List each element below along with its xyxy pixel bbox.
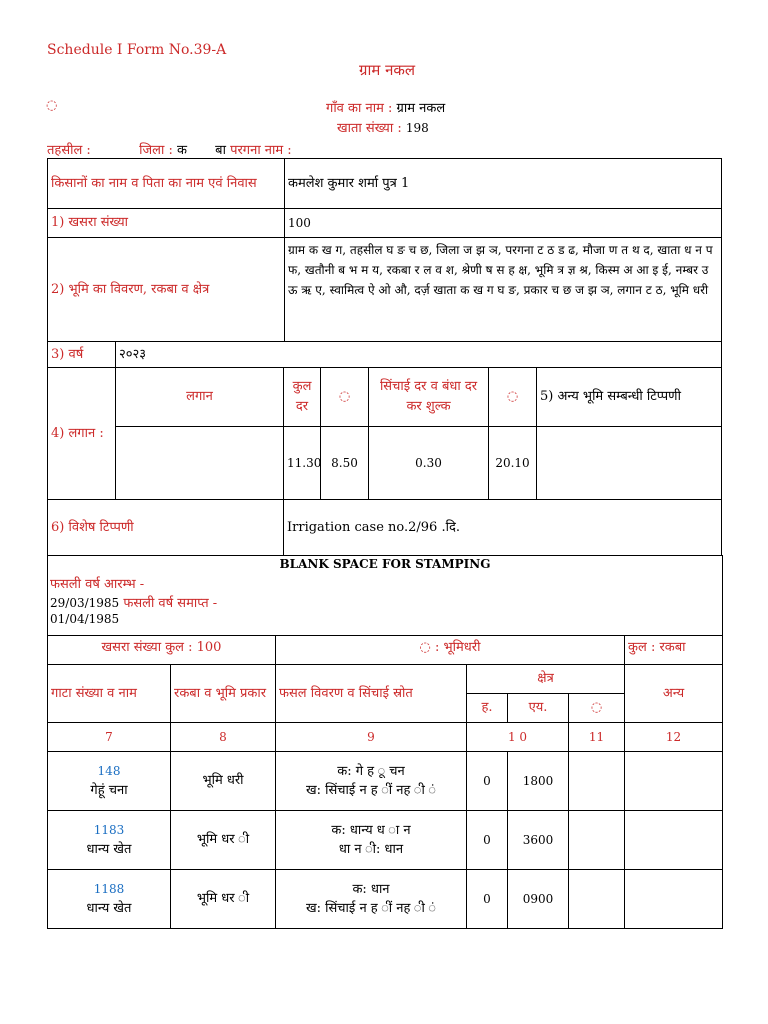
stamp-area [47,555,723,637]
rent-label: 4) लगान : [48,368,116,500]
rent-value-c: 8.50 [321,427,369,500]
rent-head-b: कुल दर [284,368,321,427]
rent-value-a [116,427,284,500]
year-end-line [50,593,722,611]
year-start: फसली वर्ष आरम्भ - [50,577,145,592]
land-detail-value: ग्राम क ख ग, तहसील घ ङ च छ, जिला ज झ ञ, परगना ट ठ ड ढ, मौजा ण त थ द, खाता ध न प फ, खतौनी ब भ म य, रकबा र ल व श, श्रेणी ष स ह क्ष, भूमि त्र ज्ञ श्र, किस्म अ आ इ ई, नम्बर उ ऊ ऋ ए, स्वामित्व ऐ ओ औ, दर्ज़ खाता क ख ग घ ङ, प्रकार च छ ज झ ञ, लगान ट ठ, भूमि धरी [285,238,722,342]
district-extra: बा [215,143,226,158]
left-mark: ◌ [46,98,58,113]
district-line [47,140,292,158]
lower-table [47,635,723,929]
area-col11 [569,752,625,811]
year-value: २०२३ [116,342,722,368]
plot-number: 1188 [93,882,125,896]
other-cell [625,811,723,870]
district-label: जिला : [139,143,173,158]
district-value: क [177,143,187,158]
special-note-value: Irrigation case no.2/96 .दि. [284,500,722,556]
plot-name: गेहूं चना [90,783,128,798]
rent-value-d: 0.30 [369,427,489,500]
col-number-7: 7 [48,723,171,752]
table-row [48,752,723,811]
crop-line-2: ख: सिंचाई न ह ीं नह ी ं [306,783,436,798]
plot-cell [48,870,171,929]
crop-cell [276,870,467,929]
head-area: क्षेत्र [467,665,625,694]
rent-value-b: 11.30 [284,427,321,500]
upper-table [47,158,722,556]
lower-ownership: ◌ : भूमिधरी [276,636,625,665]
head-are: एय. [508,694,569,723]
crop-line-2: ख: सिंचाई न ह ीं नह ी ं [306,901,436,916]
land-type: भूमि धरी [171,752,276,811]
plot-number: 1183 [93,823,125,837]
year-end-label: फसली वर्ष समाप्त - [123,596,218,611]
account-label: खाता संख्या : [337,121,402,136]
village-value: ग्राम नकल [396,101,446,116]
plot-name: धान्य खेत [86,842,132,857]
area-are: 3600 [508,811,569,870]
stamp-title: BLANK SPACE FOR STAMPING [279,557,491,571]
village-label: गाँव का नाम : [326,101,393,116]
crop-line-1: क: धान [352,882,390,897]
tehsil-label: तहसील : [47,143,91,158]
crop-line-1: क: धान्य ध ा न [331,823,411,838]
khasra-label: 1) खसरा संख्या [48,209,285,238]
account-line [337,118,429,136]
area-hectare: 0 [467,811,508,870]
khasra-value: 100 [285,209,722,238]
year-end-date: 01/04/1985 [50,612,120,626]
lower-total: खसरा संख्या कुल : 100 [48,636,276,665]
area-hectare: 0 [467,870,508,929]
col-number-9: 9 [276,723,467,752]
area-are: 1800 [508,752,569,811]
col-number-10: 1 0 [467,723,569,752]
lower-area-total: कुल : रकबा [625,636,723,665]
table-row [48,811,723,870]
head-hectare: ह. [467,694,508,723]
col-number-12: 12 [625,723,723,752]
head-type: रकबा व भूमि प्रकार [171,665,276,723]
plot-number: 148 [97,764,121,778]
rent-head-d: सिंचाई दर व बंधा दर कर शुल्क [369,368,489,427]
plot-cell [48,752,171,811]
head-other: अन्य [625,665,723,723]
farmer-value: कमलेश कुमार शर्मा पुत्र 1 [285,159,722,209]
head-crop: फसल विवरण व सिंचाई स्रोत [276,665,467,723]
other-note-head: 5) अन्य भूमि सम्बन्धी टिप्पणी [537,368,722,427]
land-type: भूमि धर ी [171,811,276,870]
rent-head-c: ◌ [321,368,369,427]
rent-head-a: लगान [116,368,284,427]
rent-head-e: ◌ [489,368,537,427]
col-number-8: 8 [171,723,276,752]
farmer-label: किसानों का नाम व पिता का नाम एवं निवास [48,159,285,209]
crop-cell [276,752,467,811]
table-row [48,870,723,929]
crop-line-1: क: गे ह ू चन [337,764,405,779]
area-col11 [569,870,625,929]
head-col11: ◌ [569,694,625,723]
pargana-label: परगना नाम : [230,143,292,158]
year-label: 3) वर्ष [48,342,116,368]
form-number: Schedule I Form No.39-A [47,42,227,58]
land-detail-label: 2) भूमि का विवरण, रकबा व क्षेत्र [48,238,285,342]
special-note-label: 6) विशेष टिप्पणी [48,500,284,556]
area-hectare: 0 [467,752,508,811]
area-col11 [569,811,625,870]
head-plot: गाटा संख्या व नाम [48,665,171,723]
village-line [326,98,445,116]
page-title: ग्राम नकल [359,61,416,79]
plot-cell [48,811,171,870]
col-number-11: 11 [569,723,625,752]
other-note-value [537,427,722,500]
land-type: भूमि धर ी [171,870,276,929]
other-cell [625,870,723,929]
crop-line-2: धा न ी: धान [338,842,404,857]
area-are: 0900 [508,870,569,929]
account-value: 198 [405,121,429,135]
rent-value-e: 20.10 [489,427,537,500]
plot-name: धान्य खेत [86,901,132,916]
year-start-date: 29/03/1985 [50,596,120,610]
other-cell [625,752,723,811]
crop-cell [276,811,467,870]
